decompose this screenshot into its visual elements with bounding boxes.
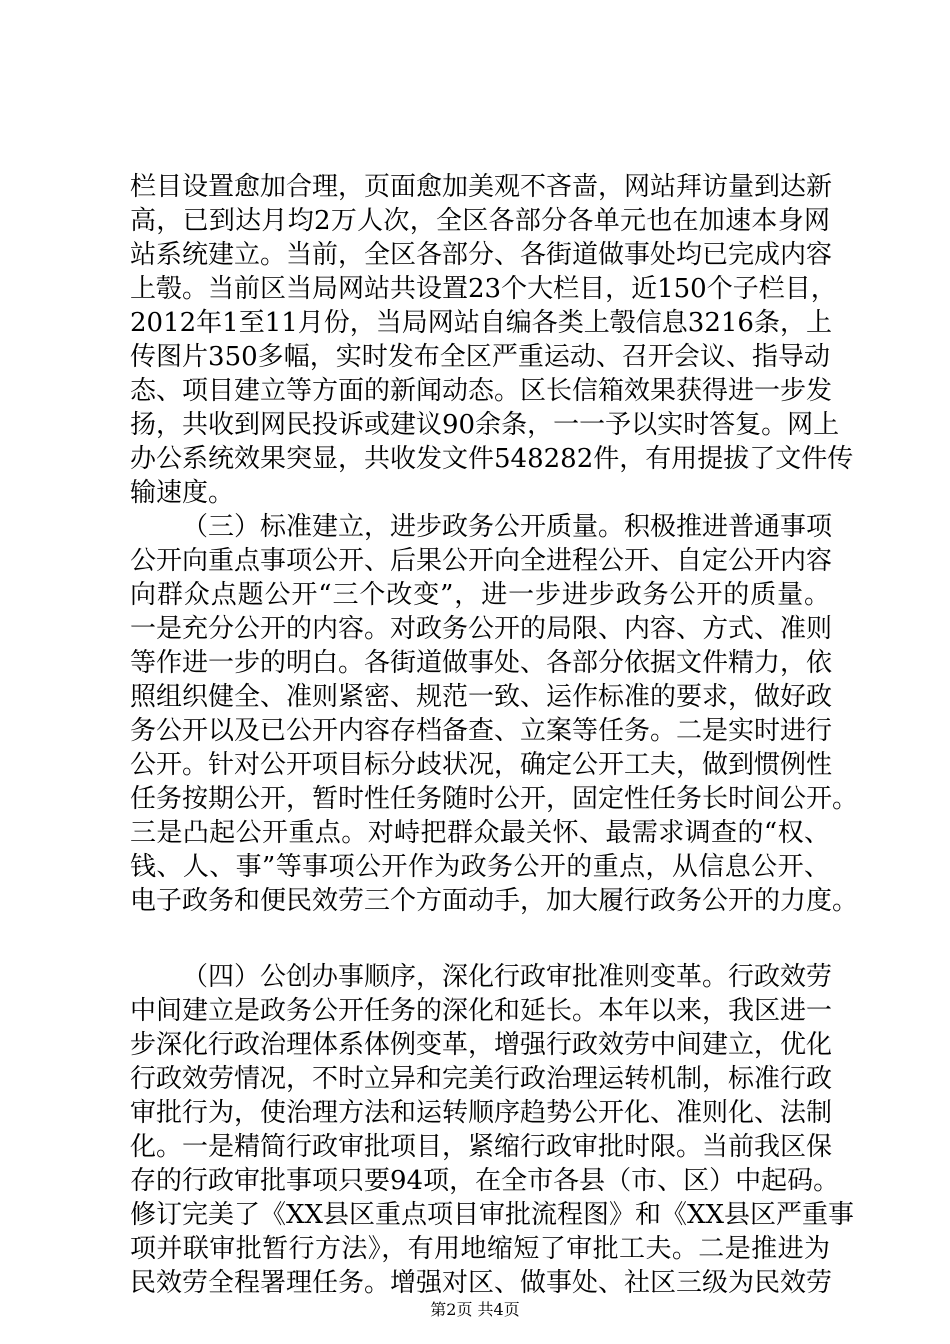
paragraph-gap (130, 918, 830, 960)
text-line: 态、项目建立等方面的新闻动态。区长信箱效果获得进一步发 (130, 376, 833, 406)
text-line: （四）公创办事顺序，深化行政审批准则变革。行政效劳 (182, 962, 833, 992)
text-line: 项并联审批暂行方法》，有用地缩短了审批工夫。二是推进为 (130, 1234, 830, 1264)
text-line: 输速度。 (130, 478, 235, 508)
text-line: 审批行为，使治理方法和运转顺序趋势公开化、准则化、法制 (130, 1098, 833, 1128)
text-line: 修订完美了《XX县区重点项目审批流程图》和《XX县区严重事 (130, 1200, 855, 1230)
text-line: 站系统建立。当前，全区各部分、各街道做事处均已完成内容 (130, 240, 833, 270)
text-line: 任务按期公开，暂时性任务随时公开，固定性任务长时间公开。 (130, 784, 859, 814)
text-line: 存的行政审批事项只要94项，在全市各县（市、区）中起码。 (130, 1166, 840, 1196)
text-line: 行政效劳情况，不时立异和完美行政治理运转机制，标准行政 (130, 1064, 833, 1094)
document-body (130, 170, 859, 1300)
paragraph-3 (130, 960, 855, 1300)
text-line: 高，已到达月均2万人次，全区各部分各单元也在加速本身网 (130, 206, 830, 236)
text-line: 民效劳全程署理任务。增强对区、做事处、社区三级为民效劳 (130, 1268, 833, 1298)
text-line: 步深化行政治理体系体例变革，增强行政效劳中间建立，优化 (130, 1030, 833, 1060)
text-line: 公开。针对公开项目标分歧状况，确定公开工夫，做到惯例性 (130, 750, 833, 780)
text-line: 2012年1至11月份，当局网站自编各类上彀信息3216条，上 (130, 308, 832, 338)
paragraph-1 (130, 170, 854, 510)
page-number-footer: 第2页 共4页 (430, 1300, 520, 1319)
text-line: 传图片350多幅，实时发布全区严重运动、召开会议、指导动 (130, 342, 830, 372)
text-line: 钱、人、事”等事项公开作为政务公开的重点，从信息公开、 (130, 852, 830, 882)
text-line: 公开向重点事项公开、后果公开向全进程公开、自定公开内容 (130, 546, 833, 576)
text-line: 栏目设置愈加合理，页面愈加美观不吝啬，网站拜访量到达新 (130, 172, 833, 202)
text-line: 中间建立是政务公开任务的深化和延长。本年以来，我区进一 (130, 996, 833, 1026)
text-line: 办公系统效果突显，共收发文件548282件，有用提拔了文件传 (130, 444, 854, 474)
text-line: 电子政务和便民效劳三个方面动手，加大履行政务公开的力度。 (130, 886, 859, 916)
text-line: 上彀。当前区当局网站共设置23个大栏目，近150个子栏目， (130, 274, 837, 304)
paragraph-2 (130, 510, 859, 918)
text-line: 照组织健全、准则紧密、规范一致、运作标准的要求，做好政 (130, 682, 833, 712)
text-line: （三）标准建立，进步政务公开质量。积极推进普通事项 (182, 512, 833, 542)
text-line: 务公开以及已公开内容存档备查、立案等任务。二是实时进行 (130, 716, 833, 746)
text-line: 扬，共收到网民投诉或建议90余条，一一予以实时答复。网上 (130, 410, 840, 440)
text-line: 一是充分公开的内容。对政务公开的局限、内容、方式、准则 (130, 614, 833, 644)
text-line: 化。一是精简行政审批项目，紧缩行政审批时限。当前我区保 (130, 1132, 833, 1162)
text-line: 三是凸起公开重点。对峙把群众最关怀、最需求调查的“权、 (130, 818, 830, 848)
text-line: 等作进一步的明白。各街道做事处、各部分依据文件精力，依 (130, 648, 833, 678)
text-line: 向群众点题公开“三个改变”，进一步进步政务公开的质量。 (130, 580, 830, 610)
